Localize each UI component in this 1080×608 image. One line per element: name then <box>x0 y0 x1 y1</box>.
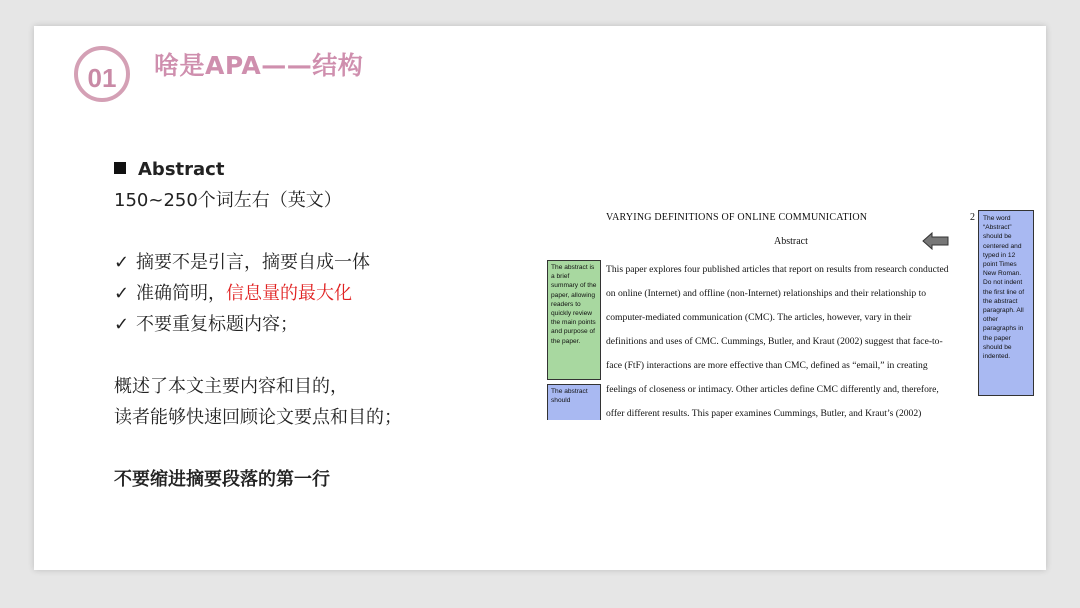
abstract-line: feelings of closeness or intimacy. Other articles define CMC differently and, therefore, <box>606 384 939 395</box>
abstract-line: computer-mediated communication (CMC). The articles, however, vary in their <box>606 312 912 323</box>
abstract-line: offer different results. This paper examines Cummings, Butler, and Kraut’s (2002) <box>606 408 922 419</box>
abstract-line: This paper explores four published articles that report on results from research conducted <box>606 264 949 275</box>
check-icon: ✓ <box>114 314 130 335</box>
section-number-badge: 01 <box>74 46 130 102</box>
left-arrow-icon <box>922 232 950 250</box>
summary-line: 读者能够快速回顾论文要点和目的； <box>114 407 402 428</box>
highlight-text: 信息量的最大化 <box>226 283 352 304</box>
abstract-title: Abstract <box>774 236 808 247</box>
word-count-text: 150~250个词左右（英文） <box>114 190 342 211</box>
slide <box>34 26 1046 570</box>
check-icon: ✓ <box>114 283 130 304</box>
annotation-blue-left: The abstract should <box>547 384 601 420</box>
abstract-paragraph <box>606 258 976 420</box>
abstract-line: on online (Internet) and offline (non-Internet) relationships and their relationship to <box>606 288 927 299</box>
content-left <box>114 154 534 495</box>
final-note: 不要缩进摘要段落的第一行 <box>114 469 330 490</box>
abstract-line: face (FtF) interactions are more effective than CMC, defined as “email,” in creating <box>606 360 928 371</box>
check-icon: ✓ <box>114 252 130 273</box>
annotation-green: The abstract is a brief summary of the paper, allowing readers to quickly review the main points and purpose of the paper. <box>547 260 601 380</box>
abstract-line: definitions and uses of CMC. Cummings, Butler, and Kraut (2002) suggest that face-to- <box>606 336 943 347</box>
page-number: 2 <box>970 212 975 223</box>
check-item: ✓ 摘要不是引言，摘要自成一体 <box>114 247 534 278</box>
check-item: ✓ 准确简明，信息量的最大化 <box>114 278 534 309</box>
check-item: ✓ 不要重复标题内容； <box>114 309 534 340</box>
running-head: VARYING DEFINITIONS OF ONLINE COMMUNICATION <box>606 212 868 223</box>
apa-abstract-example <box>546 208 1036 420</box>
abstract-heading: Abstract <box>114 154 534 185</box>
slide-title: 啥是APA——结构 <box>154 51 364 80</box>
annotation-blue-right: The word “Abstract” should be centered and typed in 12 point Times New Roman. Do not indent the first line of the abstract paragraph. All other paragraphs in the paper should be indented. <box>978 210 1034 396</box>
square-bullet-icon <box>114 162 126 174</box>
summary-line: 概述了本文主要内容和目的， <box>114 376 348 397</box>
